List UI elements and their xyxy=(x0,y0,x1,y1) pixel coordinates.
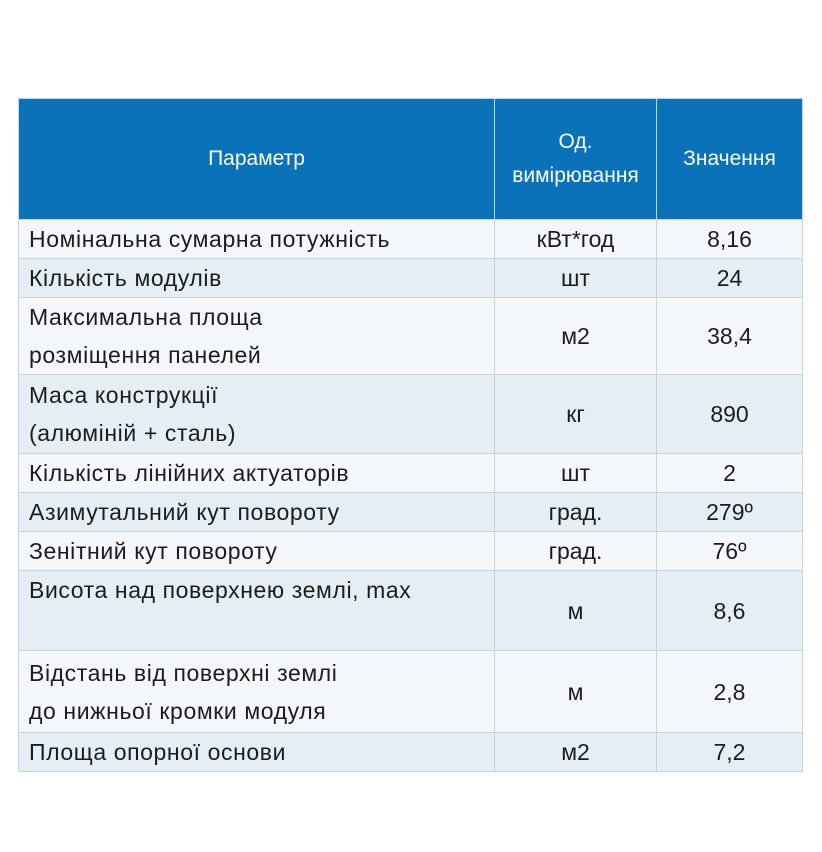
value-cell: 279º xyxy=(657,493,803,532)
param-text: (алюміній + сталь) xyxy=(29,420,237,446)
param-text: Азимутальний кут повороту xyxy=(29,499,340,525)
param-cell xyxy=(19,220,495,259)
table-row xyxy=(19,220,803,259)
value-cell: 24 xyxy=(657,259,803,298)
unit-cell: град. xyxy=(495,532,657,571)
table-row xyxy=(19,651,803,733)
table-header-row xyxy=(19,99,803,220)
param-text: Номінальна сумарна потужність xyxy=(29,226,391,252)
unit-cell: м2 xyxy=(495,298,657,375)
param-text: розміщення панелей xyxy=(29,342,262,368)
table-row xyxy=(19,493,803,532)
unit-cell: м xyxy=(495,571,657,651)
table-row xyxy=(19,375,803,454)
value-cell: 76º xyxy=(657,532,803,571)
param-text: до нижньої кромки модуля xyxy=(29,697,327,724)
param-text: Максимальна площа xyxy=(29,304,263,330)
unit-cell: град. xyxy=(495,493,657,532)
param-cell xyxy=(19,571,495,651)
param-text: Відстань від поверхні землі xyxy=(29,659,338,686)
param-text: Кількість лінійних актуаторів xyxy=(29,460,350,486)
unit-cell: шт xyxy=(495,259,657,298)
param-cell xyxy=(19,375,495,454)
value-cell: 890 xyxy=(657,375,803,454)
table-row xyxy=(19,259,803,298)
table-row xyxy=(19,532,803,571)
param-cell xyxy=(19,454,495,493)
unit-cell: м xyxy=(495,651,657,733)
param-cell xyxy=(19,298,495,375)
value-cell: 2,8 xyxy=(657,651,803,733)
param-text: Маса конструкції xyxy=(29,382,219,408)
header-unit xyxy=(495,99,657,220)
value-cell: 2 xyxy=(657,454,803,493)
header-unit-line2: вимірювання xyxy=(512,164,639,187)
value-cell: 8,6 xyxy=(657,571,803,651)
unit-cell: кг xyxy=(495,375,657,454)
header-parameter: Параметр xyxy=(19,99,495,220)
param-cell xyxy=(19,733,495,772)
value-cell: 8,16 xyxy=(657,220,803,259)
param-cell xyxy=(19,493,495,532)
specifications-table xyxy=(18,98,803,772)
param-cell xyxy=(19,259,495,298)
param-text: Зенітний кут повороту xyxy=(29,538,278,564)
param-cell xyxy=(19,651,495,733)
unit-cell: кВт*год xyxy=(495,220,657,259)
param-text: Площа опорної основи xyxy=(29,739,287,765)
header-unit-line1: Од. xyxy=(558,130,593,153)
unit-cell: м2 xyxy=(495,733,657,772)
table-row xyxy=(19,298,803,375)
table-row xyxy=(19,454,803,493)
param-text: Кількість модулів xyxy=(29,265,222,291)
header-value: Значення xyxy=(657,99,803,220)
value-cell: 38,4 xyxy=(657,298,803,375)
value-cell: 7,2 xyxy=(657,733,803,772)
table-row xyxy=(19,571,803,651)
param-text: Висота над поверхнею землі, max xyxy=(29,577,412,603)
unit-cell: шт xyxy=(495,454,657,493)
param-cell xyxy=(19,532,495,571)
table-row xyxy=(19,733,803,772)
